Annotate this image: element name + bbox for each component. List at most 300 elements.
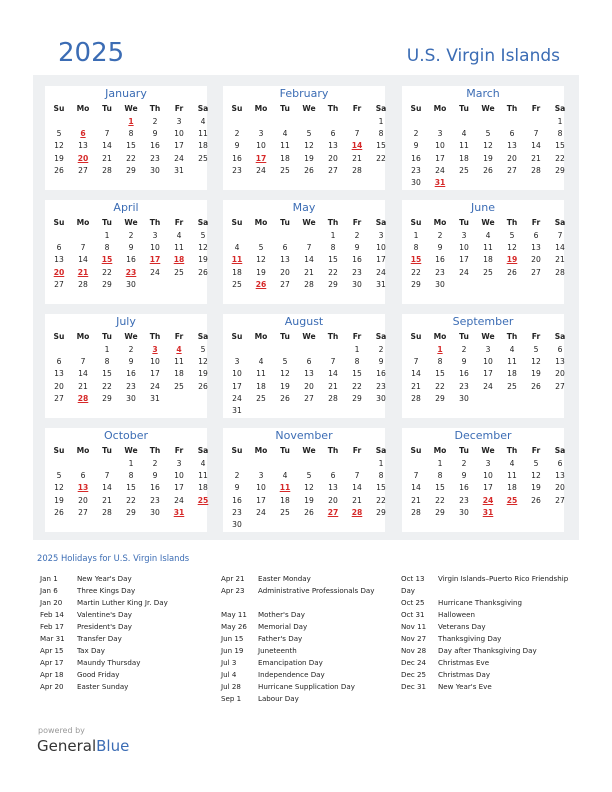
day-cell[interactable]: 28 [304,279,314,289]
day-cell[interactable]: 1 [354,345,360,354]
holiday-day-cell[interactable]: 1 [128,117,134,126]
day-cell[interactable]: 9 [152,129,158,139]
day-cell[interactable]: 7 [533,129,539,139]
day-cell[interactable]: 3 [152,231,158,240]
day-cell[interactable]: 7 [413,471,419,481]
day-cell[interactable]: 31 [232,406,242,415]
day-cell[interactable]: 16 [411,153,421,163]
day-cell[interactable]: 15 [352,369,362,379]
day-cell[interactable]: 11 [256,369,266,379]
day-cell[interactable]: 22 [102,381,112,391]
day-cell[interactable]: 22 [411,267,421,277]
day-cell[interactable]: 17 [174,141,184,151]
day-cell[interactable]: 10 [174,471,184,481]
day-cell[interactable]: 18 [256,381,266,391]
day-cell[interactable]: 13 [54,369,64,379]
day-cell[interactable]: 10 [256,141,266,151]
day-cell[interactable]: 22 [126,153,136,163]
day-cell[interactable]: 9 [437,243,443,253]
day-cell[interactable]: 15 [555,141,565,151]
day-cell[interactable]: 7 [104,129,110,139]
holiday-day-cell[interactable]: 3 [152,345,158,354]
day-cell[interactable]: 26 [304,165,314,175]
day-cell[interactable]: 8 [128,471,134,481]
day-cell[interactable]: 27 [555,495,565,505]
day-cell[interactable]: 21 [555,255,565,265]
day-cell[interactable]: 1 [378,459,384,468]
day-cell[interactable]: 14 [531,141,541,151]
day-cell[interactable]: 5 [533,345,539,354]
day-cell[interactable]: 2 [461,345,467,354]
holiday-day-cell[interactable]: 25 [506,495,518,505]
day-cell[interactable]: 3 [461,231,467,240]
day-cell[interactable]: 23 [232,507,242,517]
day-cell[interactable]: 18 [232,267,242,277]
day-cell[interactable]: 28 [411,507,421,517]
day-cell[interactable]: 24 [256,165,266,175]
holiday-day-cell[interactable]: 24 [482,495,494,505]
day-cell[interactable]: 9 [461,471,467,481]
day-cell[interactable]: 27 [54,393,64,403]
day-cell[interactable]: 7 [104,471,110,481]
day-cell[interactable]: 2 [128,345,134,354]
day-cell[interactable]: 8 [378,471,384,481]
day-cell[interactable]: 6 [306,357,312,367]
day-cell[interactable]: 27 [304,393,314,403]
day-cell[interactable]: 24 [256,507,266,517]
day-cell[interactable]: 3 [234,357,240,367]
holiday-day-cell[interactable]: 14 [351,141,363,151]
day-cell[interactable]: 1 [330,231,336,240]
day-cell[interactable]: 3 [176,459,182,468]
day-cell[interactable]: 20 [328,153,338,163]
day-cell[interactable]: 10 [376,243,386,253]
day-cell[interactable]: 25 [280,165,290,175]
day-cell[interactable]: 29 [102,393,112,403]
day-cell[interactable]: 19 [256,267,266,277]
day-cell[interactable]: 4 [176,231,182,240]
holiday-day-cell[interactable]: 19 [506,255,518,265]
holiday-day-cell[interactable]: 23 [125,267,137,277]
day-cell[interactable]: 6 [330,471,336,481]
day-cell[interactable]: 5 [306,129,312,139]
day-cell[interactable]: 24 [150,381,160,391]
day-cell[interactable]: 20 [54,381,64,391]
day-cell[interactable]: 23 [411,165,421,175]
holiday-day-cell[interactable]: 31 [434,178,446,187]
day-cell[interactable]: 6 [533,231,539,240]
day-cell[interactable]: 26 [304,507,314,517]
day-cell[interactable]: 29 [126,507,136,517]
holiday-day-cell[interactable]: 13 [77,483,89,493]
day-cell[interactable]: 9 [234,483,240,493]
day-cell[interactable]: 1 [557,117,563,126]
day-cell[interactable]: 28 [78,279,88,289]
day-cell[interactable]: 6 [509,129,515,139]
day-cell[interactable]: 11 [459,141,469,151]
day-cell[interactable]: 18 [198,141,208,151]
day-cell[interactable]: 17 [459,255,469,265]
day-cell[interactable]: 7 [354,129,360,139]
day-cell[interactable]: 31 [174,165,184,175]
day-cell[interactable]: 28 [531,165,541,175]
day-cell[interactable]: 25 [507,381,517,391]
day-cell[interactable]: 21 [304,267,314,277]
day-cell[interactable]: 2 [437,231,443,240]
day-cell[interactable]: 7 [354,471,360,481]
day-cell[interactable]: 24 [459,267,469,277]
day-cell[interactable]: 13 [531,243,541,253]
day-cell[interactable]: 7 [413,357,419,367]
day-cell[interactable]: 12 [531,357,541,367]
day-cell[interactable]: 18 [507,483,517,493]
holiday-day-cell[interactable]: 11 [279,483,291,493]
day-cell[interactable]: 2 [234,129,240,139]
day-cell[interactable]: 22 [328,267,338,277]
day-cell[interactable]: 29 [555,165,565,175]
day-cell[interactable]: 13 [555,357,565,367]
day-cell[interactable]: 4 [200,459,206,468]
day-cell[interactable]: 11 [174,357,184,367]
day-cell[interactable]: 14 [102,141,112,151]
day-cell[interactable]: 4 [461,129,467,139]
day-cell[interactable]: 10 [174,129,184,139]
day-cell[interactable]: 23 [150,153,160,163]
day-cell[interactable]: 19 [304,495,314,505]
day-cell[interactable]: 12 [256,255,266,265]
day-cell[interactable]: 21 [352,495,362,505]
day-cell[interactable]: 22 [435,381,445,391]
day-cell[interactable]: 21 [352,153,362,163]
day-cell[interactable]: 15 [376,483,386,493]
day-cell[interactable]: 26 [280,393,290,403]
day-cell[interactable]: 5 [282,357,288,367]
day-cell[interactable]: 23 [376,381,386,391]
day-cell[interactable]: 16 [459,483,469,493]
day-cell[interactable]: 26 [507,267,517,277]
day-cell[interactable]: 24 [376,267,386,277]
day-cell[interactable]: 9 [378,357,384,367]
day-cell[interactable]: 15 [435,483,445,493]
day-cell[interactable]: 22 [352,381,362,391]
day-cell[interactable]: 18 [174,369,184,379]
day-cell[interactable]: 14 [411,483,421,493]
day-cell[interactable]: 12 [483,141,493,151]
day-cell[interactable]: 22 [376,495,386,505]
day-cell[interactable]: 24 [174,495,184,505]
day-cell[interactable]: 20 [555,369,565,379]
day-cell[interactable]: 6 [56,357,62,367]
day-cell[interactable]: 2 [128,231,134,240]
day-cell[interactable]: 8 [413,243,419,253]
day-cell[interactable]: 8 [378,129,384,139]
day-cell[interactable]: 18 [483,255,493,265]
day-cell[interactable]: 19 [483,153,493,163]
day-cell[interactable]: 20 [78,495,88,505]
holiday-day-cell[interactable]: 4 [176,345,182,354]
day-cell[interactable]: 11 [174,243,184,253]
day-cell[interactable]: 30 [150,507,160,517]
day-cell[interactable]: 28 [328,393,338,403]
day-cell[interactable]: 3 [176,117,182,126]
holiday-day-cell[interactable]: 31 [482,507,494,517]
day-cell[interactable]: 4 [485,231,491,240]
day-cell[interactable]: 3 [258,471,264,481]
day-cell[interactable]: 22 [555,153,565,163]
day-cell[interactable]: 7 [306,243,312,253]
day-cell[interactable]: 24 [435,165,445,175]
day-cell[interactable]: 25 [256,393,266,403]
day-cell[interactable]: 9 [128,357,134,367]
day-cell[interactable]: 15 [126,141,136,151]
day-cell[interactable]: 30 [376,393,386,403]
day-cell[interactable]: 6 [557,459,563,468]
day-cell[interactable]: 10 [256,483,266,493]
day-cell[interactable]: 29 [435,393,445,403]
day-cell[interactable]: 9 [413,141,419,151]
day-cell[interactable]: 22 [126,495,136,505]
day-cell[interactable]: 9 [152,471,158,481]
day-cell[interactable]: 16 [232,495,242,505]
day-cell[interactable]: 14 [411,369,421,379]
day-cell[interactable]: 5 [200,231,206,240]
day-cell[interactable]: 5 [485,129,491,139]
day-cell[interactable]: 24 [232,393,242,403]
day-cell[interactable]: 11 [198,471,208,481]
day-cell[interactable]: 29 [411,279,421,289]
day-cell[interactable]: 1 [104,345,110,354]
day-cell[interactable]: 11 [198,129,208,139]
day-cell[interactable]: 17 [232,381,242,391]
day-cell[interactable]: 25 [483,267,493,277]
holiday-day-cell[interactable]: 20 [53,267,65,277]
day-cell[interactable]: 16 [126,255,136,265]
day-cell[interactable]: 5 [200,345,206,354]
day-cell[interactable]: 18 [280,495,290,505]
day-cell[interactable]: 7 [557,231,563,240]
day-cell[interactable]: 11 [280,141,290,151]
day-cell[interactable]: 8 [128,129,134,139]
day-cell[interactable]: 1 [378,117,384,126]
day-cell[interactable]: 5 [509,231,515,240]
day-cell[interactable]: 19 [198,369,208,379]
day-cell[interactable]: 29 [328,279,338,289]
day-cell[interactable]: 4 [282,129,288,139]
day-cell[interactable]: 26 [54,165,64,175]
day-cell[interactable]: 27 [54,279,64,289]
day-cell[interactable]: 22 [435,495,445,505]
day-cell[interactable]: 13 [507,141,517,151]
day-cell[interactable]: 12 [198,357,208,367]
day-cell[interactable]: 12 [54,483,64,493]
day-cell[interactable]: 25 [459,165,469,175]
day-cell[interactable]: 6 [282,243,288,253]
day-cell[interactable]: 31 [376,279,386,289]
day-cell[interactable]: 18 [507,369,517,379]
day-cell[interactable]: 12 [507,243,517,253]
day-cell[interactable]: 5 [306,471,312,481]
day-cell[interactable]: 10 [459,243,469,253]
day-cell[interactable]: 27 [555,381,565,391]
day-cell[interactable]: 5 [533,459,539,468]
day-cell[interactable]: 24 [483,381,493,391]
day-cell[interactable]: 27 [280,279,290,289]
day-cell[interactable]: 19 [531,483,541,493]
day-cell[interactable]: 27 [507,165,517,175]
day-cell[interactable]: 16 [126,369,136,379]
day-cell[interactable]: 19 [54,153,64,163]
day-cell[interactable]: 23 [352,267,362,277]
day-cell[interactable]: 14 [78,255,88,265]
day-cell[interactable]: 13 [304,369,314,379]
day-cell[interactable]: 10 [483,357,493,367]
day-cell[interactable]: 21 [411,381,421,391]
holiday-day-cell[interactable]: 28 [77,393,89,403]
holiday-day-cell[interactable]: 18 [173,255,185,265]
day-cell[interactable]: 12 [54,141,64,151]
day-cell[interactable]: 30 [232,520,242,529]
day-cell[interactable]: 20 [531,255,541,265]
day-cell[interactable]: 14 [328,369,338,379]
day-cell[interactable]: 3 [485,345,491,354]
day-cell[interactable]: 4 [282,471,288,481]
day-cell[interactable]: 13 [328,483,338,493]
day-cell[interactable]: 30 [435,279,445,289]
day-cell[interactable]: 2 [234,471,240,481]
day-cell[interactable]: 26 [198,267,208,277]
day-cell[interactable]: 19 [198,255,208,265]
day-cell[interactable]: 16 [376,369,386,379]
day-cell[interactable]: 6 [557,345,563,354]
day-cell[interactable]: 28 [411,393,421,403]
day-cell[interactable]: 25 [198,153,208,163]
holiday-day-cell[interactable]: 31 [173,507,185,517]
day-cell[interactable]: 4 [509,459,515,468]
day-cell[interactable]: 8 [354,357,360,367]
day-cell[interactable]: 24 [174,153,184,163]
day-cell[interactable]: 16 [435,255,445,265]
day-cell[interactable]: 15 [435,369,445,379]
day-cell[interactable]: 16 [150,141,160,151]
day-cell[interactable]: 30 [411,178,421,187]
day-cell[interactable]: 12 [198,243,208,253]
day-cell[interactable]: 19 [304,153,314,163]
day-cell[interactable]: 9 [128,243,134,253]
day-cell[interactable]: 7 [80,357,86,367]
day-cell[interactable]: 11 [507,471,517,481]
day-cell[interactable]: 15 [126,483,136,493]
day-cell[interactable]: 9 [461,357,467,367]
holiday-day-cell[interactable]: 11 [231,255,243,265]
day-cell[interactable]: 30 [352,279,362,289]
day-cell[interactable]: 12 [531,471,541,481]
day-cell[interactable]: 12 [304,141,314,151]
day-cell[interactable]: 29 [435,507,445,517]
day-cell[interactable]: 2 [413,129,419,139]
day-cell[interactable]: 13 [328,141,338,151]
day-cell[interactable]: 14 [102,483,112,493]
day-cell[interactable]: 26 [198,381,208,391]
holiday-day-cell[interactable]: 28 [351,507,363,517]
day-cell[interactable]: 25 [174,381,184,391]
day-cell[interactable]: 27 [531,267,541,277]
day-cell[interactable]: 17 [483,369,493,379]
day-cell[interactable]: 29 [352,393,362,403]
day-cell[interactable]: 21 [78,381,88,391]
day-cell[interactable]: 4 [234,243,240,253]
day-cell[interactable]: 13 [280,255,290,265]
day-cell[interactable]: 10 [232,369,242,379]
day-cell[interactable]: 1 [437,459,443,468]
day-cell[interactable]: 23 [232,165,242,175]
day-cell[interactable]: 6 [330,129,336,139]
day-cell[interactable]: 8 [557,129,563,139]
day-cell[interactable]: 2 [461,459,467,468]
day-cell[interactable]: 17 [174,483,184,493]
day-cell[interactable]: 13 [78,141,88,151]
day-cell[interactable]: 8 [330,243,336,253]
day-cell[interactable]: 1 [413,231,419,240]
day-cell[interactable]: 16 [352,255,362,265]
day-cell[interactable]: 18 [459,153,469,163]
day-cell[interactable]: 3 [258,129,264,139]
day-cell[interactable]: 19 [280,381,290,391]
day-cell[interactable]: 14 [352,483,362,493]
day-cell[interactable]: 16 [232,153,242,163]
day-cell[interactable]: 10 [435,141,445,151]
day-cell[interactable]: 8 [437,357,443,367]
day-cell[interactable]: 11 [507,357,517,367]
day-cell[interactable]: 25 [232,279,242,289]
day-cell[interactable]: 14 [555,243,565,253]
day-cell[interactable]: 23 [459,381,469,391]
day-cell[interactable]: 13 [555,471,565,481]
day-cell[interactable]: 18 [198,483,208,493]
day-cell[interactable]: 30 [126,393,136,403]
day-cell[interactable]: 22 [102,267,112,277]
day-cell[interactable]: 15 [328,255,338,265]
day-cell[interactable]: 29 [376,507,386,517]
day-cell[interactable]: 12 [304,483,314,493]
day-cell[interactable]: 29 [102,279,112,289]
holiday-day-cell[interactable]: 1 [437,345,443,354]
day-cell[interactable]: 17 [435,153,445,163]
day-cell[interactable]: 12 [280,369,290,379]
day-cell[interactable]: 2 [152,117,158,126]
day-cell[interactable]: 27 [78,165,88,175]
day-cell[interactable]: 7 [330,357,336,367]
holiday-day-cell[interactable]: 17 [149,255,161,265]
holiday-day-cell[interactable]: 6 [80,129,86,139]
day-cell[interactable]: 15 [102,369,112,379]
day-cell[interactable]: 18 [280,153,290,163]
day-cell[interactable]: 20 [507,153,517,163]
day-cell[interactable]: 1 [104,231,110,240]
day-cell[interactable]: 2 [378,345,384,354]
holiday-day-cell[interactable]: 27 [327,507,339,517]
day-cell[interactable]: 14 [78,369,88,379]
day-cell[interactable]: 19 [54,495,64,505]
day-cell[interactable]: 10 [150,243,160,253]
day-cell[interactable]: 17 [256,495,266,505]
day-cell[interactable]: 28 [102,507,112,517]
day-cell[interactable]: 27 [78,507,88,517]
holiday-day-cell[interactable]: 26 [255,279,267,289]
holiday-day-cell[interactable]: 21 [77,267,89,277]
day-cell[interactable]: 22 [376,153,386,163]
day-cell[interactable]: 23 [150,495,160,505]
day-cell[interactable]: 5 [56,129,62,139]
